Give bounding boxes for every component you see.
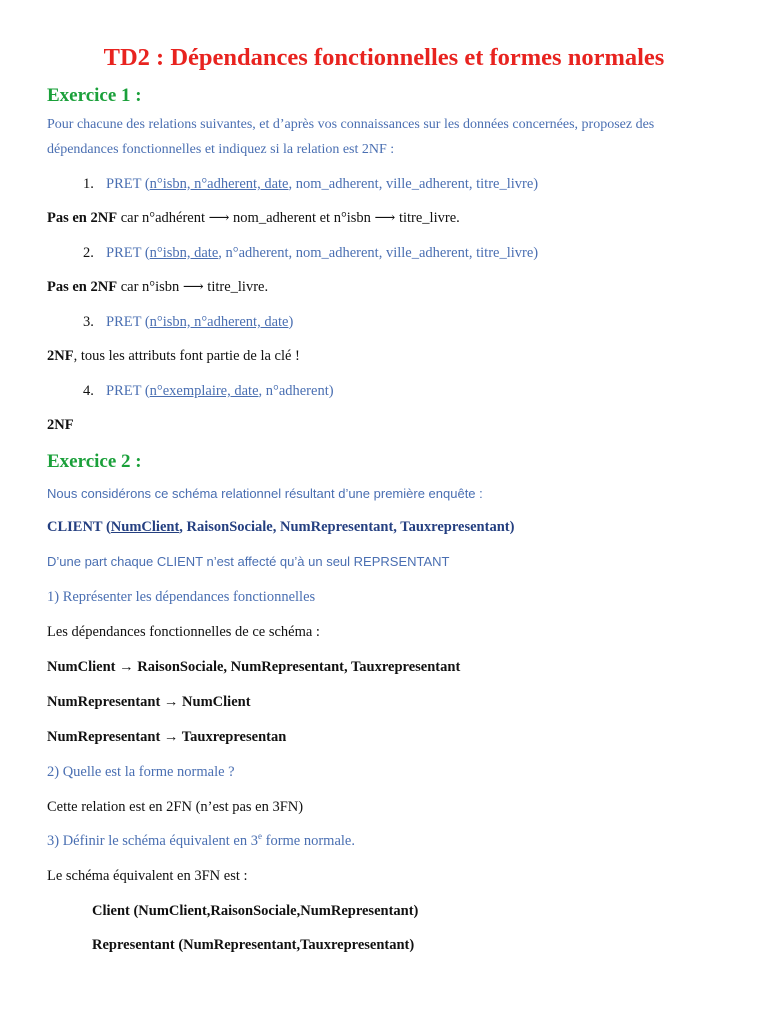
relation-key: n°exemplaire, date bbox=[149, 383, 259, 399]
relation-key: n°isbn, date bbox=[149, 245, 219, 261]
item-4-answer bbox=[47, 416, 74, 434]
relation-attributes: , n°adherent, nom_adherent, ville_adherent, titre_livre) bbox=[218, 245, 539, 261]
functional-dependency-1: NumClient → RaisonSociale, NumRepresentant, Tauxrepresentant bbox=[47, 659, 461, 675]
item-1-answer bbox=[47, 209, 460, 227]
client-schema-key: NumClient bbox=[110, 519, 180, 535]
item-2-answer bbox=[47, 278, 268, 296]
question-3 bbox=[47, 832, 355, 850]
item-1-relation bbox=[106, 175, 538, 193]
exercise-2-heading: Exercice 2 : bbox=[47, 451, 142, 472]
relation-key: n°isbn, n°adherent, date bbox=[149, 176, 289, 192]
answer-verdict: 2NF bbox=[47, 417, 74, 433]
relation-name: PRET ( bbox=[106, 176, 150, 192]
answer-verdict: Pas en 2NF bbox=[47, 210, 118, 226]
item-3-relation bbox=[106, 313, 293, 331]
answer-3-intro: Le schéma équivalent en 3FN est : bbox=[47, 868, 248, 884]
question-1: 1) Représenter les dépendances fonctionnelles bbox=[47, 589, 316, 605]
question-2: 2) Quelle est la forme normale ? bbox=[47, 764, 235, 780]
item-3-number: 3. bbox=[83, 314, 94, 330]
answer-explanation: , tous les attributs font partie de la clé ! bbox=[73, 348, 300, 364]
relation-name: PRET ( bbox=[106, 383, 150, 399]
exercise-2-note: D’une part chaque CLIENT n’est affecté qu’à un seul REPRSENTANT bbox=[47, 554, 450, 569]
client-schema bbox=[47, 518, 514, 536]
exercise-2-intro: Nous considérons ce schéma relationnel résultant d’une première enquête : bbox=[47, 486, 483, 501]
item-4-relation bbox=[106, 382, 334, 400]
relation-attributes: , n°adherent) bbox=[258, 383, 334, 399]
answer-explanation: car n°isbn ⟶ titre_livre. bbox=[117, 279, 269, 295]
question-3-text-end: forme normale. bbox=[261, 833, 355, 849]
question-3-text: 3) Définir le schéma équivalent en 3 bbox=[47, 833, 258, 849]
schema-representant: Representant (NumRepresentant,Tauxrepresentant) bbox=[92, 937, 415, 953]
exercise-1-heading: Exercice 1 : bbox=[47, 85, 142, 106]
client-schema-attributes: , RaisonSociale, NumRepresentant, Tauxrepresentant) bbox=[179, 519, 515, 535]
item-2-relation bbox=[106, 244, 538, 262]
answer-verdict: 2NF bbox=[47, 348, 74, 364]
page-title: TD2 : Dépendances fonctionnelles et formes normales bbox=[103, 44, 665, 71]
exercise-1-intro-line-2: dépendances fonctionnelles et indiquez si la relation est 2NF : bbox=[47, 142, 395, 157]
relation-attributes: , nom_adherent, ville_adherent, titre_livre) bbox=[288, 176, 539, 192]
schema-client: Client (NumClient,RaisonSociale,NumRepresentant) bbox=[92, 903, 419, 919]
answer-verdict: Pas en 2NF bbox=[47, 279, 118, 295]
item-1-number: 1. bbox=[83, 176, 94, 192]
superscript: e bbox=[257, 831, 262, 842]
relation-name: PRET ( bbox=[106, 314, 150, 330]
relation-name: PRET ( bbox=[106, 245, 150, 261]
item-4-number: 4. bbox=[83, 383, 94, 399]
functional-dependency-3: NumRepresentant → Tauxrepresentan bbox=[47, 729, 287, 745]
functional-dependency-2: NumRepresentant → NumClient bbox=[47, 694, 251, 710]
answer-explanation: car n°adhérent ⟶ nom_adherent et n°isbn ⟶ titre_livre. bbox=[117, 210, 460, 226]
exercise-1-intro-line-1: Pour chacune des relations suivantes, et d’après vos connaissances sur les données concernées, proposez des bbox=[47, 117, 655, 132]
item-2-number: 2. bbox=[83, 245, 94, 261]
client-schema-name: CLIENT ( bbox=[47, 519, 111, 535]
answer-1-intro: Les dépendances fonctionnelles de ce schéma : bbox=[47, 624, 320, 640]
relation-key: n°isbn, n°adherent, date bbox=[149, 314, 289, 330]
item-3-answer bbox=[47, 347, 300, 365]
relation-attributes: ) bbox=[288, 314, 294, 330]
answer-2: Cette relation est en 2FN (n’est pas en 3FN) bbox=[47, 799, 304, 815]
